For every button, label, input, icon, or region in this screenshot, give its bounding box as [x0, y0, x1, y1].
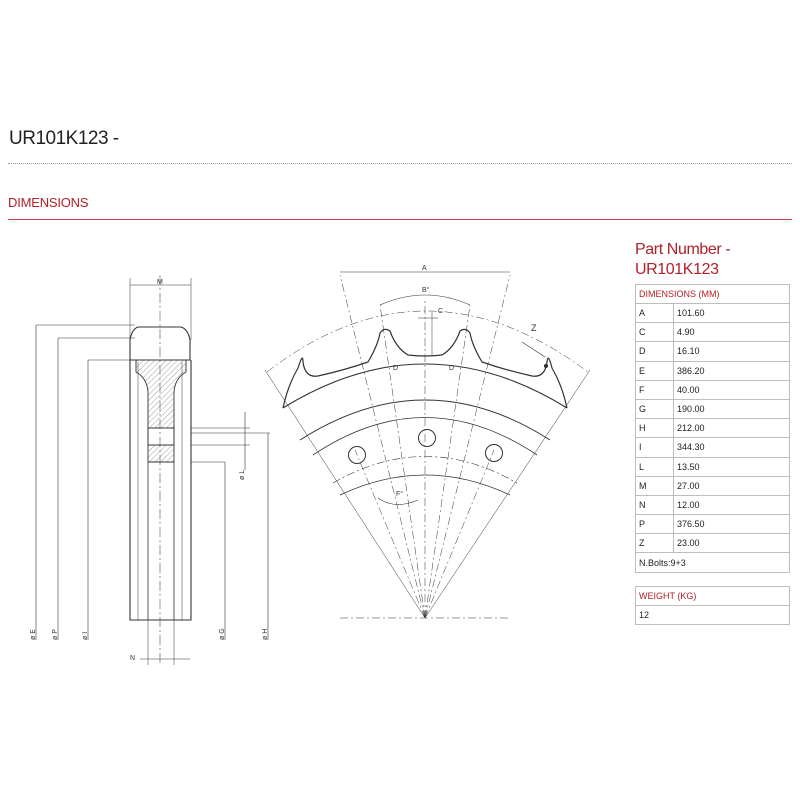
dimension-row — [636, 419, 790, 438]
dimension-row — [636, 380, 790, 399]
side-view — [36, 275, 270, 665]
dimensions-header: DIMENSIONS (MM) — [636, 285, 790, 304]
dimension-row — [636, 438, 790, 457]
dimension-value: 4.90 — [674, 323, 790, 342]
weight-table — [635, 586, 790, 625]
label-g: ø G — [219, 628, 226, 640]
part-number-label: Part Number - — [635, 241, 731, 258]
dimension-value: 386.20 — [674, 361, 790, 380]
dimension-value: 12.00 — [674, 495, 790, 514]
dimension-row — [636, 399, 790, 418]
bolts-count: N.Bolts:9+3 — [636, 553, 790, 572]
label-a: A — [422, 265, 427, 272]
weight-header: WEIGHT (KG) — [636, 586, 790, 605]
section-heading: DIMENSIONS — [8, 195, 89, 210]
label-b: B° — [422, 287, 430, 294]
label-d-left: D — [393, 365, 399, 372]
side-view-labels — [30, 279, 269, 662]
label-z: Z — [531, 323, 537, 333]
dimension-value: 190.00 — [674, 399, 790, 418]
dimension-key: G — [636, 399, 674, 418]
label-e: ø E — [30, 629, 37, 640]
label-h: ø H — [262, 628, 269, 640]
dimension-row — [636, 304, 790, 323]
part-number-heading — [635, 240, 792, 280]
label-m: M — [157, 279, 163, 286]
dimension-key: Z — [636, 534, 674, 553]
dimension-key: H — [636, 419, 674, 438]
dimension-key: M — [636, 476, 674, 495]
label-d-right: D — [449, 365, 455, 372]
label-n: N — [130, 655, 136, 662]
dimension-row — [636, 361, 790, 380]
label-c: C — [438, 308, 444, 315]
dimensions-table — [635, 284, 790, 573]
dimension-value: 13.50 — [674, 457, 790, 476]
dimension-row — [636, 495, 790, 514]
page-title: UR101K123 - — [9, 128, 119, 149]
dimension-row — [636, 323, 790, 342]
dimension-row — [636, 342, 790, 361]
dimension-key: L — [636, 457, 674, 476]
dimension-key: A — [636, 304, 674, 323]
dimension-key: P — [636, 515, 674, 534]
dimension-key: E — [636, 361, 674, 380]
spec-panel — [635, 240, 792, 625]
bolts-row — [636, 553, 790, 572]
dimension-value: 344.30 — [674, 438, 790, 457]
part-number-value: UR101K123 — [635, 261, 719, 278]
dimension-value: 212.00 — [674, 419, 790, 438]
front-view — [265, 272, 590, 618]
dimension-value: 27.00 — [674, 476, 790, 495]
dimension-row — [636, 515, 790, 534]
dimension-key: F — [636, 380, 674, 399]
dimension-row — [636, 457, 790, 476]
dimension-key: N — [636, 495, 674, 514]
dimension-row — [636, 534, 790, 553]
dimension-value: 16.10 — [674, 342, 790, 361]
weight-value: 12 — [636, 605, 790, 624]
dimension-row — [636, 476, 790, 495]
dimension-key: D — [636, 342, 674, 361]
dimension-value: 376.50 — [674, 515, 790, 534]
dimension-value: 23.00 — [674, 534, 790, 553]
dimension-key: I — [636, 438, 674, 457]
label-l: ø L — [239, 469, 246, 480]
dimension-value: 101.60 — [674, 304, 790, 323]
dimension-key: C — [636, 323, 674, 342]
label-p: ø P — [52, 629, 59, 640]
label-i: ø I — [82, 631, 89, 640]
dimension-value: 40.00 — [674, 380, 790, 399]
label-f: F° — [396, 491, 404, 498]
